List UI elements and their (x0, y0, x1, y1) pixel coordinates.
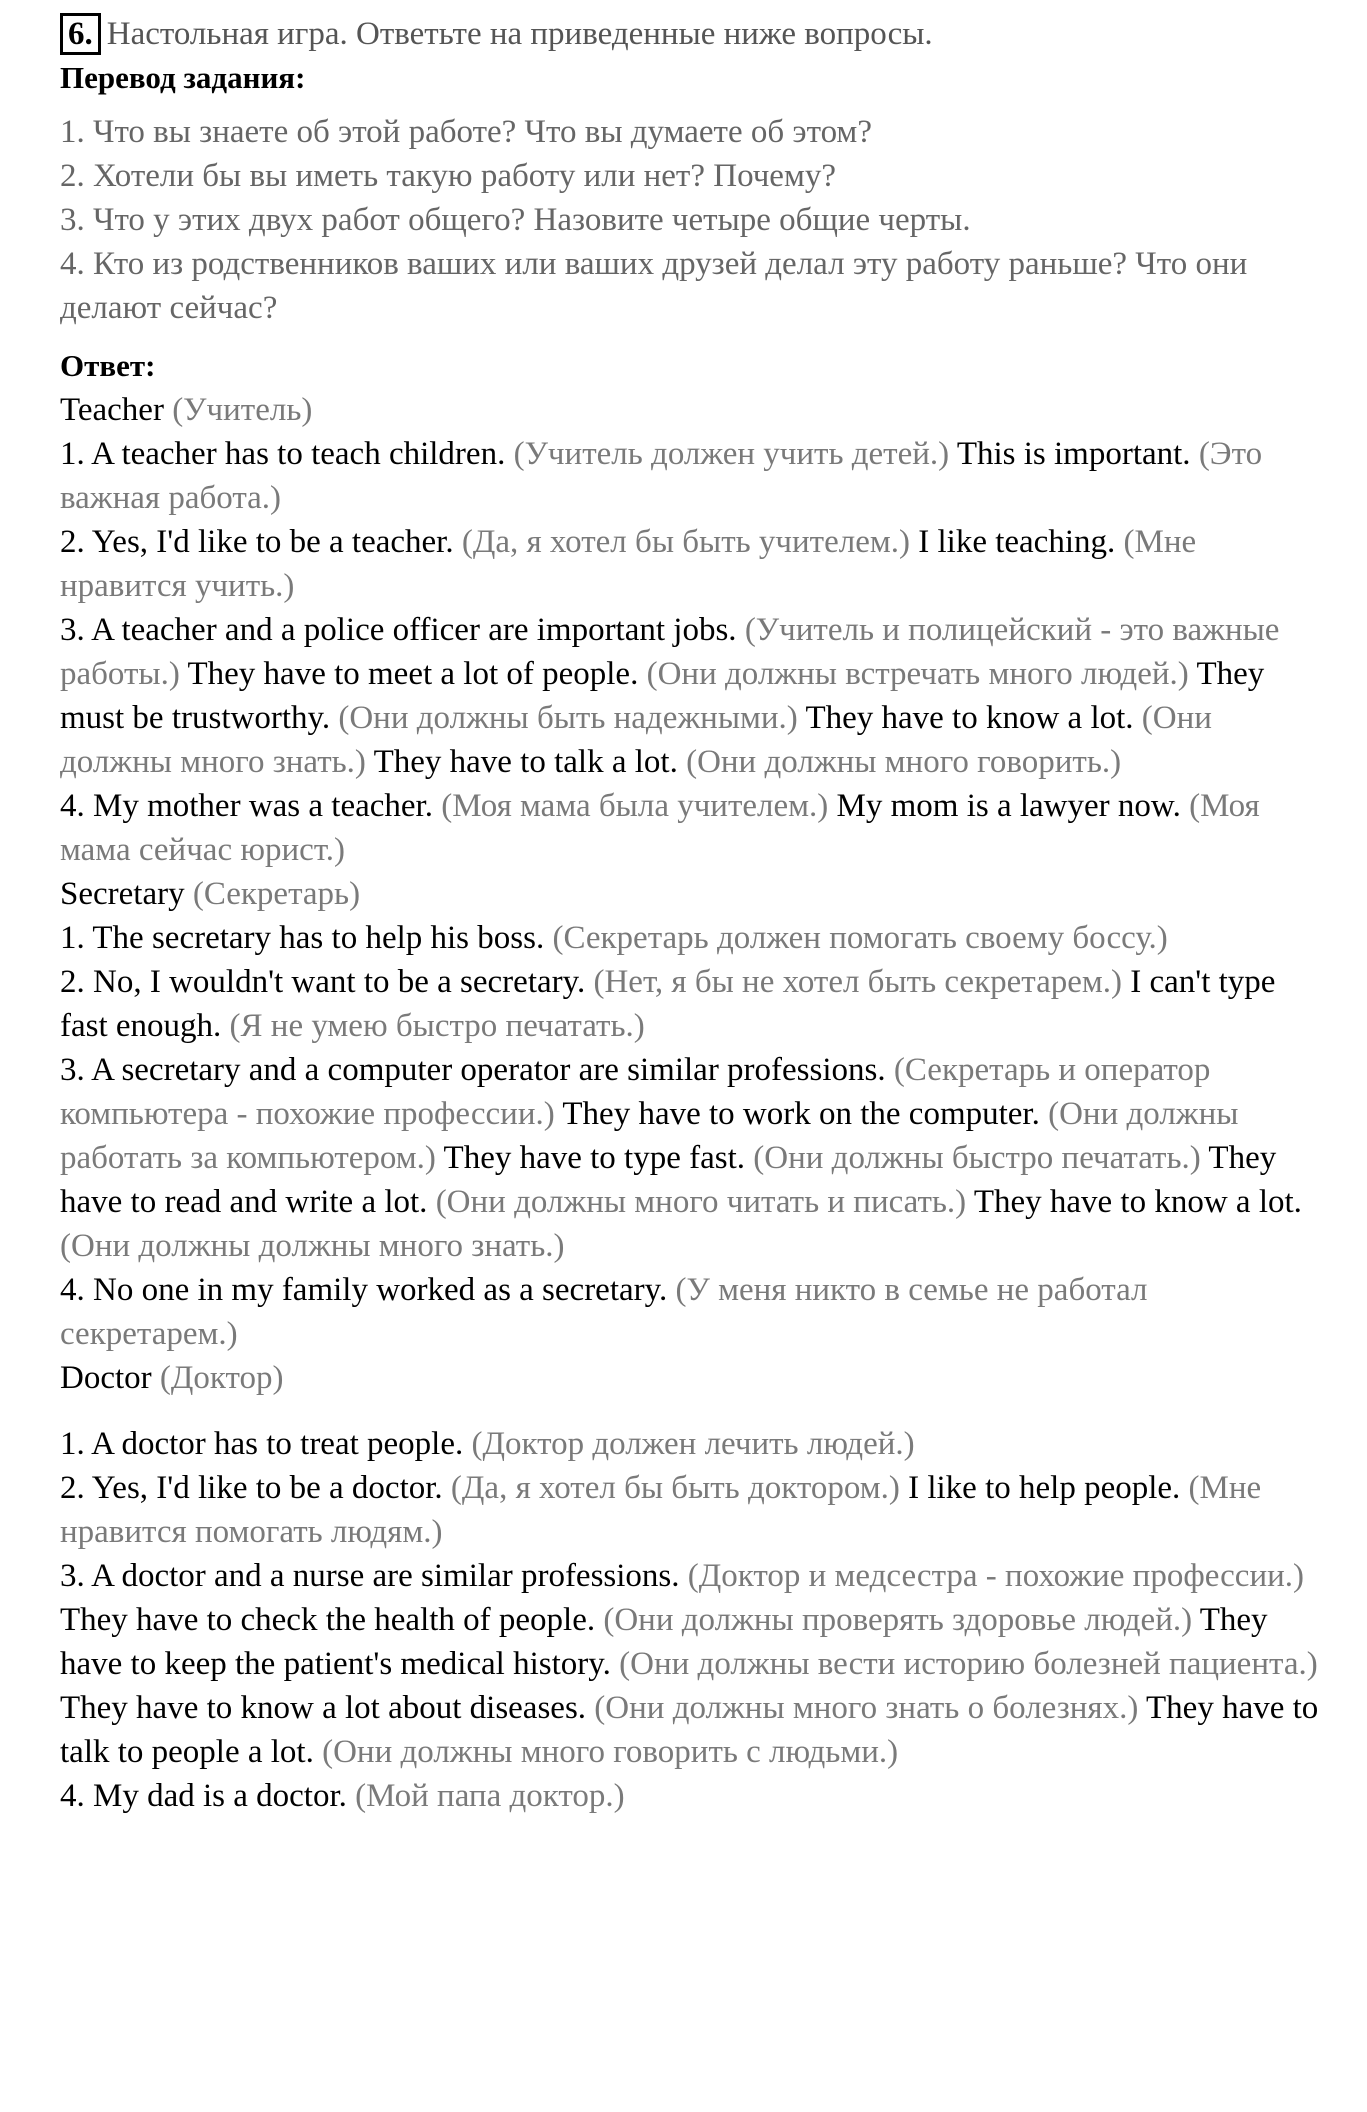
russian-translation: (Они должны много говорить с людьми.) (322, 1734, 899, 1770)
english-sentence: They have to read and write a lot. (60, 1140, 1277, 1220)
russian-translation: (Они должны вести историю болезней пациента.) (619, 1646, 1318, 1682)
section-doctor (60, 1356, 1320, 1818)
english-sentence: They have to type fast. (443, 1140, 746, 1176)
russian-translation: (Они должны много читать и писать.) (435, 1184, 967, 1220)
english-sentence: 3. A secretary and a computer operator are similar professions. (60, 1052, 886, 1088)
russian-translation: (Мне нравится помогать людям.) (60, 1470, 1262, 1550)
english-sentence: They have to know a lot. (973, 1184, 1302, 1220)
russian-translation: (Учитель и полицейский - это важные работы.) (60, 612, 1280, 692)
answer-item (60, 784, 1320, 872)
english-sentence: 4. My dad is a doctor. (60, 1778, 347, 1814)
russian-translation: (Я не умею быстро печатать.) (229, 1008, 645, 1044)
answer-item (60, 1048, 1320, 1268)
russian-translation: (Да, я хотел бы быть учителем.) (461, 524, 910, 560)
question-1: 1. Что вы знаете об этой работе? Что вы думаете об этом? (60, 114, 872, 150)
document-page (60, 12, 1320, 1818)
answer-item (60, 960, 1320, 1048)
answer-heading: Ответ: (60, 348, 156, 383)
russian-translation: (Секретарь и оператор компьютера - похожие профессии.) (60, 1052, 1211, 1132)
answer-item (60, 520, 1320, 608)
english-sentence: I like to help people. (908, 1470, 1181, 1506)
russian-translation: (Нет, я бы не хотел быть секретарем.) (593, 964, 1122, 1000)
russian-translation: (Секретарь должен помогать своему боссу.) (552, 920, 1168, 956)
section-title (60, 388, 1320, 432)
answer-item (60, 1268, 1320, 1356)
russian-translation: (Мой папа доктор.) (355, 1778, 625, 1814)
english-sentence: My mom is a lawyer now. (836, 788, 1181, 824)
english-sentence: 2. No, I wouldn't want to be a secretary. (60, 964, 586, 1000)
section-title-en: Teacher (60, 392, 164, 428)
russian-translation: (Доктор должен лечить людей.) (471, 1426, 915, 1462)
english-sentence: They have to know a lot about diseases. (60, 1690, 587, 1726)
section-title-ru: (Учитель) (172, 392, 313, 428)
english-sentence: They have to check the health of people. (60, 1602, 596, 1638)
russian-translation: (Они должны быстро печатать.) (753, 1140, 1201, 1176)
english-sentence: 2. Yes, I'd like to be a doctor. (60, 1470, 443, 1506)
english-sentence: They must be trustworthy. (60, 656, 1265, 736)
russian-translation: (Учитель должен учить детей.) (513, 436, 950, 472)
answer-item (60, 608, 1320, 784)
english-sentence: They have to talk to people a lot. (60, 1690, 1319, 1770)
question-4: 4. Кто из родственников ваших или ваших друзей делал эту работу раньше? Что они делают сейчас? (60, 246, 1248, 326)
english-sentence: They have to know a lot. (805, 700, 1134, 736)
russian-translation: (Они должны должны много знать.) (60, 1228, 565, 1264)
russian-translation: (Они должны работать за компьютером.) (60, 1096, 1239, 1176)
task-line (60, 12, 1320, 56)
section-secretary (60, 872, 1320, 1356)
english-sentence: 3. A teacher and a police officer are important jobs. (60, 612, 737, 648)
answer-item (60, 1554, 1320, 1774)
section-title-ru: (Секретарь) (192, 876, 361, 912)
english-sentence: They have to work on the computer. (562, 1096, 1040, 1132)
section-title-ru: (Доктор) (159, 1360, 284, 1396)
section-title (60, 872, 1320, 916)
english-sentence: I can't type fast enough. (60, 964, 1276, 1044)
task-instruction: Настольная игра. Ответьте на приведенные ниже вопросы. (106, 16, 933, 52)
section-title (60, 1356, 1320, 1400)
translation-questions (60, 110, 1320, 330)
russian-translation: (Мне нравится учить.) (60, 524, 1197, 604)
section-teacher (60, 388, 1320, 872)
section-title-en: Doctor (60, 1360, 152, 1396)
question-2: 2. Хотели бы вы иметь такую работу или нет? Почему? (60, 158, 836, 194)
russian-translation: (Они должны много говорить.) (686, 744, 1122, 780)
translation-heading: Перевод задания: (60, 60, 306, 95)
russian-translation: (Моя мама сейчас юрист.) (60, 788, 1260, 868)
russian-translation: (Они должны много знать.) (60, 700, 1212, 780)
english-sentence: They have to meet a lot of people. (187, 656, 639, 692)
english-sentence: I like teaching. (918, 524, 1116, 560)
answer-item (60, 432, 1320, 520)
russian-translation: (У меня никто в семье не работал секретарем.) (60, 1272, 1148, 1352)
russian-translation: (Они должны проверять здоровье людей.) (603, 1602, 1193, 1638)
answer-item (60, 1466, 1320, 1554)
english-sentence: 2. Yes, I'd like to be a teacher. (60, 524, 454, 560)
section-title-en: Secretary (60, 876, 185, 912)
russian-translation: (Доктор и медсестра - похожие профессии.) (687, 1558, 1305, 1594)
english-sentence: This is important. (956, 436, 1191, 472)
russian-translation: (Да, я хотел бы быть доктором.) (450, 1470, 900, 1506)
answer-sections (60, 388, 1320, 1818)
english-sentence: They have to keep the patient's medical history. (60, 1602, 1268, 1682)
english-sentence: 1. The secretary has to help his boss. (60, 920, 545, 956)
english-sentence: They have to talk a lot. (373, 744, 678, 780)
russian-translation: (Они должны быть надежными.) (338, 700, 798, 736)
english-sentence: 4. No one in my family worked as a secretary. (60, 1272, 668, 1308)
russian-translation: (Они должны встречать много людей.) (646, 656, 1189, 692)
english-sentence: 4. My mother was a teacher. (60, 788, 433, 824)
russian-translation: (Это важная работа.) (60, 436, 1263, 516)
task-number: 6. (60, 13, 101, 55)
english-sentence: 3. A doctor and a nurse are similar professions. (60, 1558, 680, 1594)
russian-translation: (Моя мама была учителем.) (441, 788, 829, 824)
answer-item (60, 1422, 1320, 1466)
english-sentence: 1. A teacher has to teach children. (60, 436, 506, 472)
english-sentence: 1. A doctor has to treat people. (60, 1426, 464, 1462)
russian-translation: (Они должны много знать о болезнях.) (594, 1690, 1139, 1726)
answer-item (60, 1774, 1320, 1818)
question-3: 3. Что у этих двух работ общего? Назовите четыре общие черты. (60, 202, 971, 238)
answer-item (60, 916, 1320, 960)
